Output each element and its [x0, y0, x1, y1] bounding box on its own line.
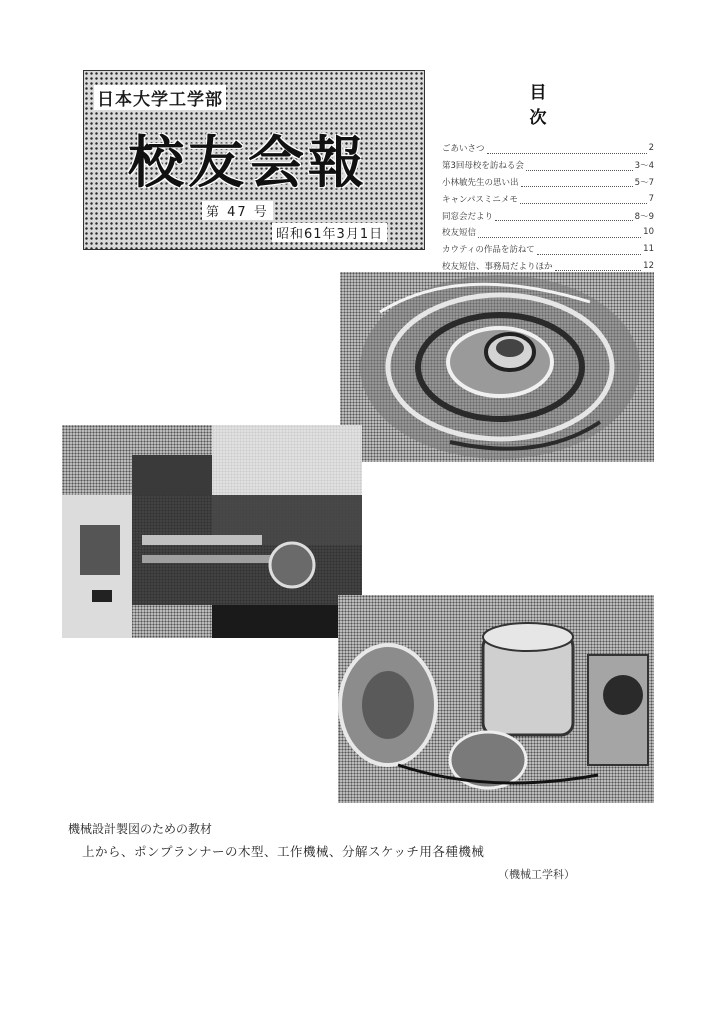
- pump-runner-illustration: [340, 272, 654, 462]
- toc-leader: [526, 169, 633, 171]
- toc-item-page: 5～7: [634, 177, 654, 188]
- toc-item: [442, 224, 654, 241]
- toc-item: [442, 207, 654, 224]
- newsletter-title: 校友会報: [128, 130, 368, 196]
- toc-item: [442, 140, 654, 157]
- toc-leader: [487, 152, 647, 154]
- disassembly-sketch-equipment-photo: [338, 595, 654, 803]
- toc-item-label: キャンパスミニメモ: [442, 194, 518, 205]
- toc-item-page: 7: [648, 193, 654, 204]
- masthead-banner: [83, 70, 425, 250]
- pump-units-illustration: [338, 595, 654, 803]
- toc-heading: 目 次: [529, 83, 684, 128]
- toc-item: [442, 190, 654, 207]
- pump-runner-pattern-photo: [340, 272, 654, 462]
- toc-leader: [521, 185, 633, 187]
- toc-leader: [495, 219, 633, 221]
- toc-leader: [537, 253, 642, 255]
- toc-leader: [520, 202, 647, 204]
- toc-item-label: 同窓会だより: [442, 211, 494, 222]
- machine-tool-photo: [62, 425, 362, 638]
- toc-item-page: 12: [643, 260, 654, 271]
- toc-leader: [478, 236, 641, 238]
- toc-item-page: 3～4: [634, 161, 654, 172]
- toc-item-label: 校友短信、事務局だよりほか: [442, 261, 553, 272]
- toc-item-label: 第3回母校を訪ねる会: [442, 161, 524, 172]
- caption-credit: （機械工学科）: [498, 868, 575, 881]
- toc-item-page: 2: [648, 143, 654, 154]
- caption-description: 上から、ポンプランナーの木型、工作機械、分解スケッチ用各種機械: [82, 844, 485, 859]
- lathe-illustration: [62, 425, 362, 638]
- issue-date: 昭和61年3月1日: [272, 223, 387, 242]
- toc-item-page: 10: [643, 227, 654, 238]
- issue-number: 第 47 号: [202, 201, 273, 220]
- toc-item-label: 校友短信: [442, 228, 477, 239]
- caption-title: 機械設計製図のための教材: [68, 822, 213, 836]
- toc-item-label: カウティの作品を訪ねて: [442, 245, 535, 256]
- toc-item-label: 小林敏先生の思い出: [442, 177, 519, 188]
- toc-item: [442, 241, 654, 258]
- toc-item: [442, 157, 654, 174]
- toc-item-page: 8～9: [634, 211, 654, 222]
- university-name: 日本大学工学部: [94, 85, 226, 110]
- toc-item: [442, 174, 654, 191]
- toc-item-page: 11: [643, 244, 654, 255]
- table-of-contents: [442, 78, 684, 274]
- toc-item-label: ごあいさつ: [442, 144, 485, 155]
